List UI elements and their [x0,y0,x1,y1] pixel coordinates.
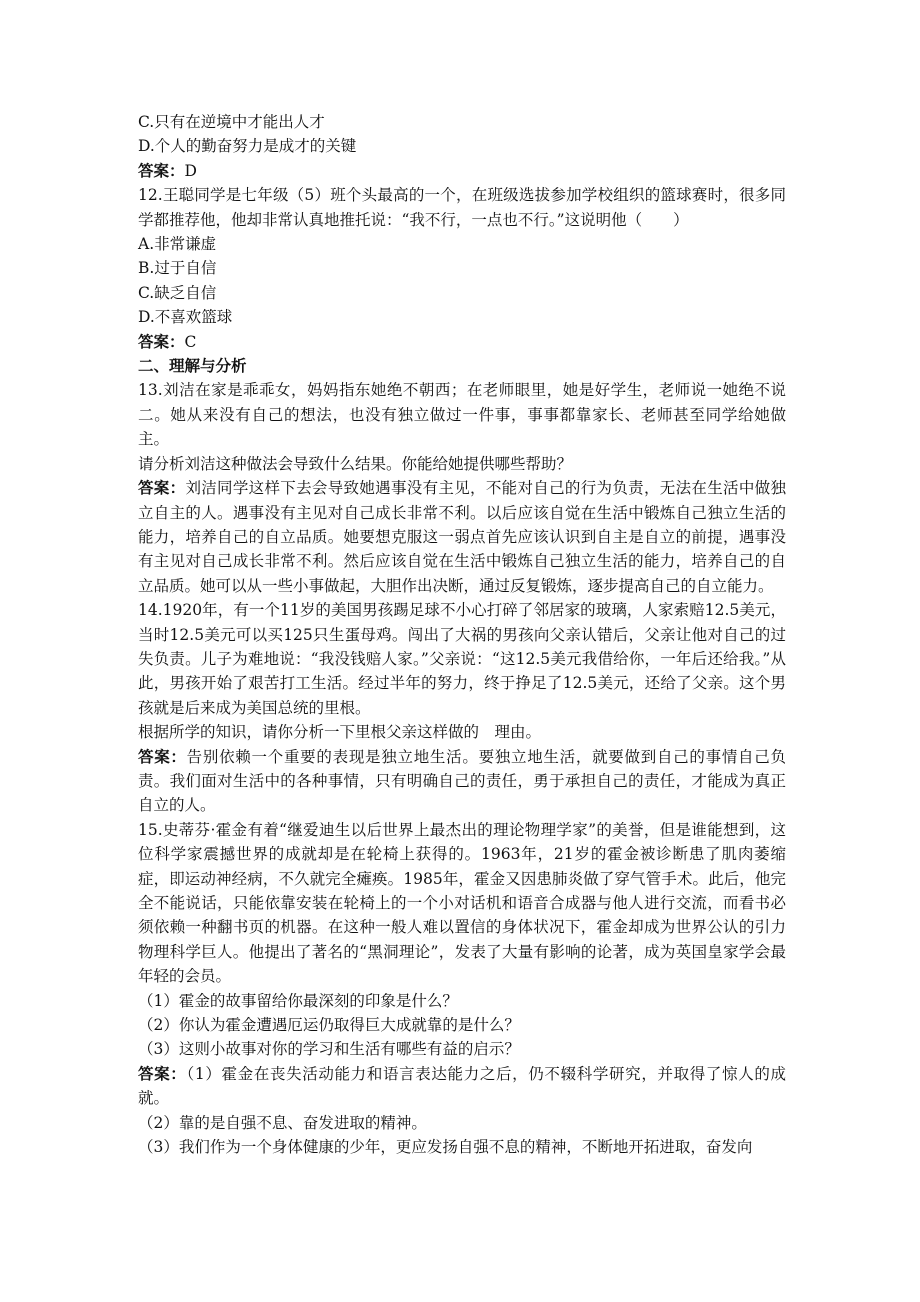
q14-stem: 14.1920年，有一个11岁的美国男孩踢足球不小心打碎了邻居家的玻璃，人家索赔12.5美元，当时12.5美元可以买125只生蛋母鸡。闯出了大祸的男孩向父亲认错后，父亲让他对自己的过失负责。儿子为难地说：“我没钱赔人家。”父亲说：“这12.5美元我借给你，一年后还给我。”从此，男孩开始了艰苦打工生活。经过半年的努力，终于挣足了12.5美元，还给了父亲。这个男孩就是后来成为美国总统的里根。 [138,601,786,717]
q15-answer-label: 答案： [138,1063,187,1083]
q15-answer-3: （3）我们作为一个身体健康的少年，更应发扬自强不息的精神，不断地开拓进取，奋发向 [138,1138,753,1157]
q11-option-c: C.只有在逆境中才能出人才 [138,113,325,131]
q12-answer-label: 答案： [138,331,185,351]
q12-option-d: D.不喜欢篮球 [138,308,233,327]
q12-answer [138,330,786,354]
q11-option-d: D.个人的勤奋努力是成才的关键 [138,137,357,156]
q13-question: 请分析刘洁这种做法会导致什么结果。你能给她提供哪些帮助？ [138,454,573,473]
q15-answer-2: （2）靠的是自强不息、奋发进取的精神。 [138,1113,427,1132]
q15-answer-1: （1）霍金在丧失活动能力和语言表达能力之后，仍不辍科学研究，并取得了惊人的成就。 [138,1064,786,1108]
q15-stem: 15.史蒂芬·霍金有着“继爱迪生以后世界上最杰出的理论物理学家”的美誉，但是谁能想到，这位科学家震撼世界的成就却是在轮椅上获得的。1963年，21岁的霍金被诊断患了肌肉萎缩症，即运动神经病，不久就完全瘫痪。1985年，霍金又因患肺炎做了穿气管手术。此后，他完全不能说话，只能依靠安装在轮椅上的一个小对话机和语音合成器与他人进行交流，而看书必须依赖一种翻书页的机器。在这种一般人难以置信的身体状况下，霍金却成为世界公认的引力物理科学巨人。他提出了著名的“黑洞理论”，发表了大量有影响的论著，成为英国皇家学会最年轻的会员。 [138,820,786,986]
q13-stem: 13.刘洁在家是乖乖女，妈妈指东她绝不朝西；在老师眼里，她是好学生，老师说一她绝不说二。她从来没有自己的想法，也没有独立做过一件事，事事都靠家长、老师甚至同学给她做主。 [138,381,786,449]
q14-question: 根据所学的知识，请你分析一下里根父亲这样做的 理由。 [138,723,542,742]
q15-answer [138,1062,786,1111]
q15-sub-question-2: （2）你认为霍金遭遇厄运仍取得巨大成就靠的是什么？ [138,1016,520,1035]
q12-answer-value: C [184,332,197,351]
q12-option-c: C.缺乏自信 [138,283,217,302]
q15-sub-question-3: （3）这则小故事对你的学习和生活有哪些有益的启示？ [138,1040,520,1059]
q15-sub-question-1: （1）霍金的故事留给你最深刻的印象是什么？ [138,991,458,1010]
q11-answer [138,159,786,183]
q14-answer [138,745,786,818]
q11-answer-label: 答案： [138,160,185,180]
q14-answer-label: 答案： [138,746,187,766]
q11-answer-value: D [184,161,197,180]
q13-answer-value: 刘洁同学这样下去会导致她遇事没有主见，不能对自己的行为负责，无法在生活中做独立自主的人。遇事没有主见对自己成长非常不利。以后应该自觉在生活中锻炼自己独立生活的能力，培养自己的自立品质。她要想克服这一弱点首先应该认识到自主是自立的前提，遇事没有主见对自己成长非常不利。然后应该自觉在生活中锻炼自己独立生活的能力，培养自己的自立品质。她可以从一些小事做起，大胆作出决断，通过反复锻炼，逐步提高自己的自立能力。 [138,479,786,595]
q12-stem: 12.王聪同学是七年级（5）班个头最高的一个，在班级选拔参加学校组织的篮球赛时，很多同学都推荐他，他却非常认真地推托说：“我不行，一点也不行。”这说明他（ ） [138,186,786,229]
q14-answer-value: 告别依赖一个重要的表现是独立地生活。要独立地生活，就要做到自己的事情自己负责。我们面对生活中的各种事情，只有明确自己的责任，勇于承担自己的责任，才能成为真正自立的人。 [138,747,786,815]
q13-answer [138,476,786,598]
document-body [138,110,786,1159]
section-title: 二、理解与分析 [138,356,247,376]
q12-option-a: A.非常谦虚 [138,235,217,254]
q13-answer-label: 答案： [138,478,186,498]
q12-option-b: B.过于自信 [138,259,217,278]
